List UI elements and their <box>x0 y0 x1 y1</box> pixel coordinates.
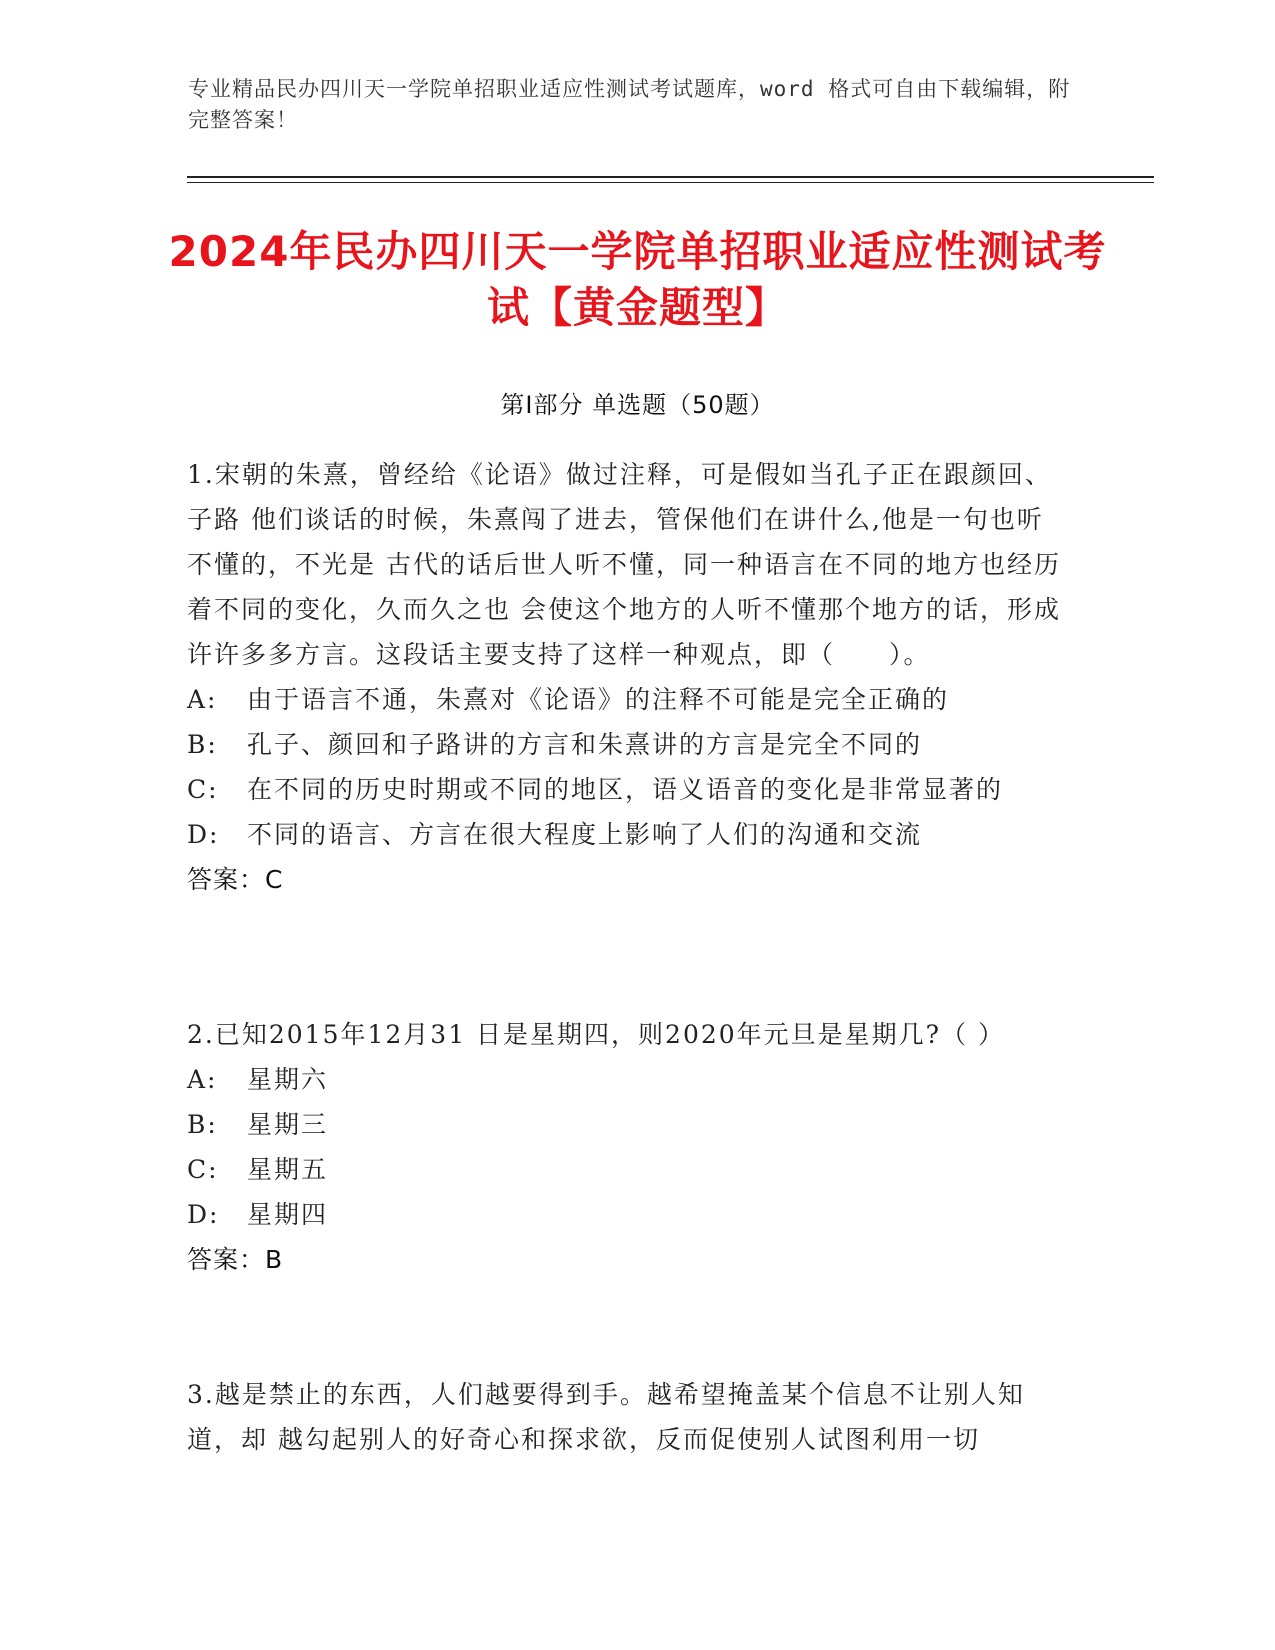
question-2 <box>187 1012 1067 1282</box>
option-text: 星期六 <box>247 1065 329 1094</box>
option-text: 星期四 <box>247 1200 329 1229</box>
option-text: 星期五 <box>247 1155 329 1184</box>
option-text: 星期三 <box>247 1110 329 1139</box>
option-key: D: <box>187 820 220 849</box>
option-key: B: <box>187 730 218 759</box>
option-key: B: <box>187 1110 218 1139</box>
header-note: 专业精品民办四川天一学院单招职业适应性测试考试题库，word 格式可自由下载编辑，附完整答案！ <box>188 77 1071 132</box>
document-title: 2024年民办四川天一学院单招职业适应性测试考试【黄金题型】 <box>168 227 1107 332</box>
section-title: 第Ⅰ部分 单选题（50题） <box>500 391 775 419</box>
option-d <box>187 1192 1067 1237</box>
answer: 答案：B <box>187 1245 284 1274</box>
option-c <box>187 1147 1067 1192</box>
option-text: 在不同的历史时期或不同的地区，语义语音的变化是非常显著的 <box>247 775 1004 804</box>
option-b <box>187 1102 1067 1147</box>
question-1 <box>187 452 1067 902</box>
option-text: 孔子、颜回和子路讲的方言和朱熹讲的方言是完全不同的 <box>247 730 923 759</box>
option-key: D: <box>187 1200 220 1229</box>
option-text: 不同的语言、方言在很大程度上影响了人们的沟通和交流 <box>247 820 923 849</box>
option-key: A: <box>187 685 218 714</box>
option-text: 由于语言不通，朱熹对《论语》的注释不可能是完全正确的 <box>247 685 950 714</box>
option-key: A: <box>187 1065 218 1094</box>
option-c <box>187 767 1067 812</box>
option-d <box>187 812 1067 857</box>
question-3 <box>187 1372 1067 1462</box>
option-a <box>187 677 1067 722</box>
option-key: C: <box>187 1155 219 1184</box>
question-stem: 1.宋朝的朱熹，曾经给《论语》做过注释，可是假如当孔子正在跟颜回、子路 他们谈话的时候，朱熹闯了进去，管保他们在讲什么,他是一句也听不懂的，不光是 古代的话后世人听不懂，同一种语言在不同的地方也经历着不同的变化，久而久之也 会使这个地方的人听不懂那个地方的话，形成许许多多方言。这段话主要支持了这样一种观点，即（ ）。 <box>187 460 1061 669</box>
option-a <box>187 1057 1067 1102</box>
answer: 答案：C <box>187 865 284 894</box>
option-key: C: <box>187 775 219 804</box>
header-divider <box>187 176 1154 178</box>
question-stem: 2.已知2015年12月31 日是星期四，则2020年元旦是星期几?（ ） <box>187 1020 1006 1049</box>
header-divider-thin <box>187 182 1154 183</box>
question-stem: 3.越是禁止的东西，人们越要得到手。越希望掩盖某个信息不让别人知道，却 越勾起别人的好奇心和探求欲，反而促使别人试图利用一切 <box>187 1380 1025 1454</box>
option-b <box>187 722 1067 767</box>
